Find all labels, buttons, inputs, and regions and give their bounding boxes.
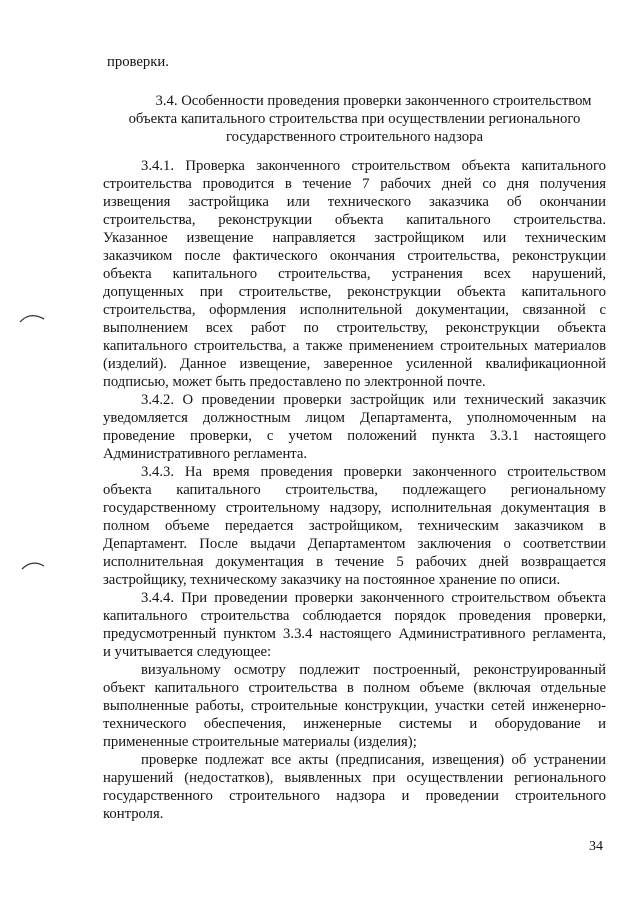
paragraph-visual-inspection [103, 661, 606, 751]
text-line: проверке подлежат все акты (предписания, извещения) об устранении [141, 752, 606, 768]
text-line: уведомляется должностным лицом Департамента, уполномоченным на [103, 410, 606, 426]
text-line: визуальному осмотру подлежит построенный, реконструированный [141, 662, 606, 678]
text-line: Департамент. После выдачи Департаментом заключения о соответствии [103, 536, 606, 552]
text-line: извещения застройщика или технического заказчика об окончании [103, 194, 606, 210]
section-heading [103, 92, 606, 146]
text-line: заказчиком после фактического окончания строительства, реконструкции [103, 248, 606, 264]
text-line: строительства проводится в течение 7 рабочих дней со дня получения [103, 176, 606, 192]
paragraph-3-4-3 [103, 463, 606, 589]
text-line: Административного регламента. [103, 446, 308, 462]
text-line: выполнением всех работ по строительству, реконструкции объекта [103, 320, 606, 336]
heading-line: объекта капитального строительства при осуществлении регионального [128, 111, 581, 127]
text-line: выполненные работы, строительные конструкции, участки сетей инженерно- [103, 698, 606, 714]
text-line: строительства, оформления исполнительной документации, связанной с [103, 302, 606, 318]
text-line: проведение проверки, с учетом положений пункта 3.3.1 настоящего [103, 428, 606, 444]
text-line: 3.4.3. На время проведения проверки законченного строительством [141, 464, 606, 480]
text-line: допущенных при строительстве, реконструкции объекта капитального [103, 284, 606, 300]
paragraph-3-4-1 [103, 157, 606, 391]
text-line: капитального строительства соблюдается порядок проведения проверки, [103, 608, 606, 624]
text-line: подписью, может быть предоставлено по электронной почте. [103, 374, 486, 390]
punch-mark [20, 316, 44, 322]
text-line: государственному строительному надзору, исполнительная документация в [103, 500, 606, 516]
page-number: 34 [589, 839, 603, 854]
text-line: застройщику, техническому заказчику на постоянное хранение по описи. [103, 572, 561, 588]
paragraph-3-4-2 [103, 391, 606, 463]
punch-mark [22, 563, 44, 569]
text-line: объекта капитального строительства, подлежащего региональному [103, 482, 606, 498]
text-line: объект капитального строительства в полном объеме (включая отдельные [103, 680, 606, 696]
text-line: проверки. [107, 54, 169, 70]
text-line: предусмотренный пунктом 3.3.4 настоящего Административного регламента, [103, 626, 606, 642]
paragraph-3-4-4 [103, 589, 606, 661]
paragraph-acts-review [103, 751, 606, 823]
text-line: объекта капитального строительства, устранения всех нарушений, [103, 266, 606, 282]
text-line: нарушений (недостатков), выявленных при осуществлении регионального [103, 770, 606, 786]
text-line: 3.4.2. О проведении проверки застройщик или технический заказчик [141, 392, 606, 408]
carry-over-text [103, 53, 606, 71]
section-body [103, 157, 606, 823]
text-line: (изделий). Данное извещение, заверенное усиленной квалификационной [103, 356, 606, 372]
text-line: исполнительная документация в течение 5 рабочих дней возвращается [103, 554, 606, 570]
text-line: строительства, реконструкции объекта капитального строительства. [103, 212, 606, 228]
text-line: контроля. [103, 806, 164, 822]
text-line: Указанное извещение направляется застройщиком или техническим [103, 230, 606, 246]
text-line: технического обеспечения, инженерные системы и оборудование и [103, 716, 606, 732]
text-line: примененные строительные материалы (изделия); [103, 734, 417, 750]
text-line: государственного строительного надзора и проведении строительного [103, 788, 606, 804]
heading-line: 3.4. Особенности проведения проверки законченного строительством [155, 93, 592, 109]
text-line: и учитывается следующее: [103, 644, 272, 660]
heading-line: государственного строительного надзора [226, 129, 483, 145]
text-line: 3.4.4. При проведении проверки законченного строительством объекта [141, 590, 606, 606]
text-line: полном объеме передается застройщиком, техническим заказчиком в [103, 518, 606, 534]
text-line: 3.4.1. Проверка законченного строительством объекта капитального [141, 158, 606, 174]
text-line: капитального строительства, а также применением строительных материалов [103, 338, 606, 354]
